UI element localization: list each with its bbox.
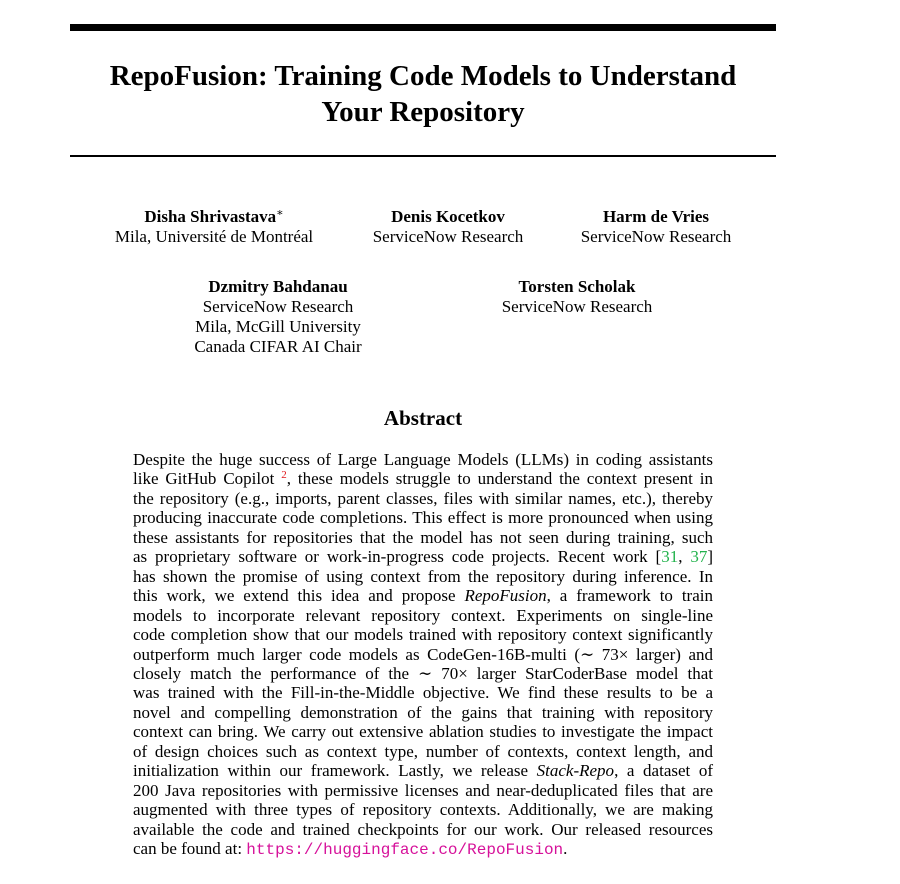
author-affiliation: Mila, McGill University	[195, 317, 361, 336]
abstract-line: available the code and trained checkpoints for our work. Our released resources	[133, 819, 713, 839]
author-affiliation: ServiceNow Research	[501, 297, 653, 316]
author-block	[497, 277, 657, 317]
abstract-line: like GitHub Copilot $^2$, these models struggle to understand the context present in	[133, 469, 713, 489]
abstract-line: has shown the promise of using context from the repository during inference. In	[133, 566, 713, 586]
author-mark: ∗	[276, 207, 284, 219]
abstract-line: can be found at: https://huggingface.co/RepoFusion.	[133, 839, 568, 860]
abstract-line: these assistants for repositories that the model has not seen during training, such	[133, 527, 713, 547]
title-line-2: Your Repository	[321, 96, 525, 128]
abstract-line: models to incorporate relevant repository context. Experiments on single-line	[133, 605, 713, 625]
abstract-line: closely match the performance of the ∼ 70× larger StarCoderBase model that	[133, 663, 713, 683]
author-affiliation: ServiceNow Research	[202, 297, 354, 316]
author-block	[368, 207, 528, 247]
citation-link[interactable]: 31	[661, 547, 679, 567]
author-name: Denis Kocetkov	[391, 207, 505, 226]
emphasis-text: RepoFusion	[464, 586, 547, 606]
emphasis-text: Stack-Repo	[536, 761, 615, 781]
abstract-line: this work, we extend this idea and propose RepoFusion, a framework to train	[133, 586, 713, 606]
author-block	[188, 277, 368, 357]
title-line-1: RepoFusion: Training Code Models to Understand	[109, 60, 737, 92]
author-name: Disha Shrivastava∗	[144, 207, 284, 226]
author-name: Torsten Scholak	[518, 277, 636, 296]
abstract-line: the repository (e.g., imports, parent classes, files with similar names, etc.), thereby	[133, 488, 713, 508]
footnote-marker[interactable]: 2	[281, 469, 287, 482]
paper-title	[70, 58, 776, 130]
abstract-line: Despite the huge success of Large Language Models (LLMs) in coding assistants	[133, 450, 713, 469]
author-block	[576, 207, 736, 247]
abstract-line: context can bring. We carry out extensive ablation studies to investigate the impact	[133, 722, 713, 742]
author-affiliation: Canada CIFAR AI Chair	[194, 337, 362, 356]
author-name: Dzmitry Bahdanau	[208, 277, 348, 296]
abstract-body	[133, 450, 713, 861]
abstract-line: was trained with the Fill-in-the-Middle objective. We find these results to be a	[133, 683, 713, 703]
abstract-line: code completion show that our models trained with repository context significantly	[133, 625, 713, 645]
abstract-line: of design choices such as context type, number of contexts, context length, and	[133, 741, 713, 761]
abstract-line: augmented with three types of repository contexts. Additionally, we are making	[133, 800, 713, 820]
abstract-line: 200 Java repositories with permissive licenses and near-deduplicated files that are	[133, 780, 713, 800]
abstract-line: as proprietary software or work-in-progress code projects. Recent work [31, 37]	[133, 547, 714, 567]
abstract-line: outperform much larger code models as CodeGen-16B-multi (∼ 73× larger) and	[133, 644, 713, 664]
author-affiliation: ServiceNow Research	[372, 227, 524, 246]
author-block	[110, 207, 318, 247]
author-name: Harm de Vries	[602, 207, 710, 226]
abstract-line: initialization within our framework. Lastly, we release Stack-Repo, a dataset of	[133, 761, 713, 781]
author-affiliation: Mila, Université de Montréal	[114, 227, 314, 246]
author-affiliation: ServiceNow Research	[580, 227, 732, 246]
abstract-line: novel and compelling demonstration of the gains that training with repository	[133, 702, 713, 722]
resource-url-link[interactable]: https://huggingface.co/RepoFusion	[246, 841, 564, 860]
top-rule	[70, 24, 776, 31]
abstract-heading: Abstract	[383, 406, 463, 430]
title-rule	[70, 155, 776, 157]
citation-link[interactable]: 37	[690, 547, 708, 567]
abstract-line: producing inaccurate code completions. This effect is more pronounced when using	[133, 508, 713, 528]
